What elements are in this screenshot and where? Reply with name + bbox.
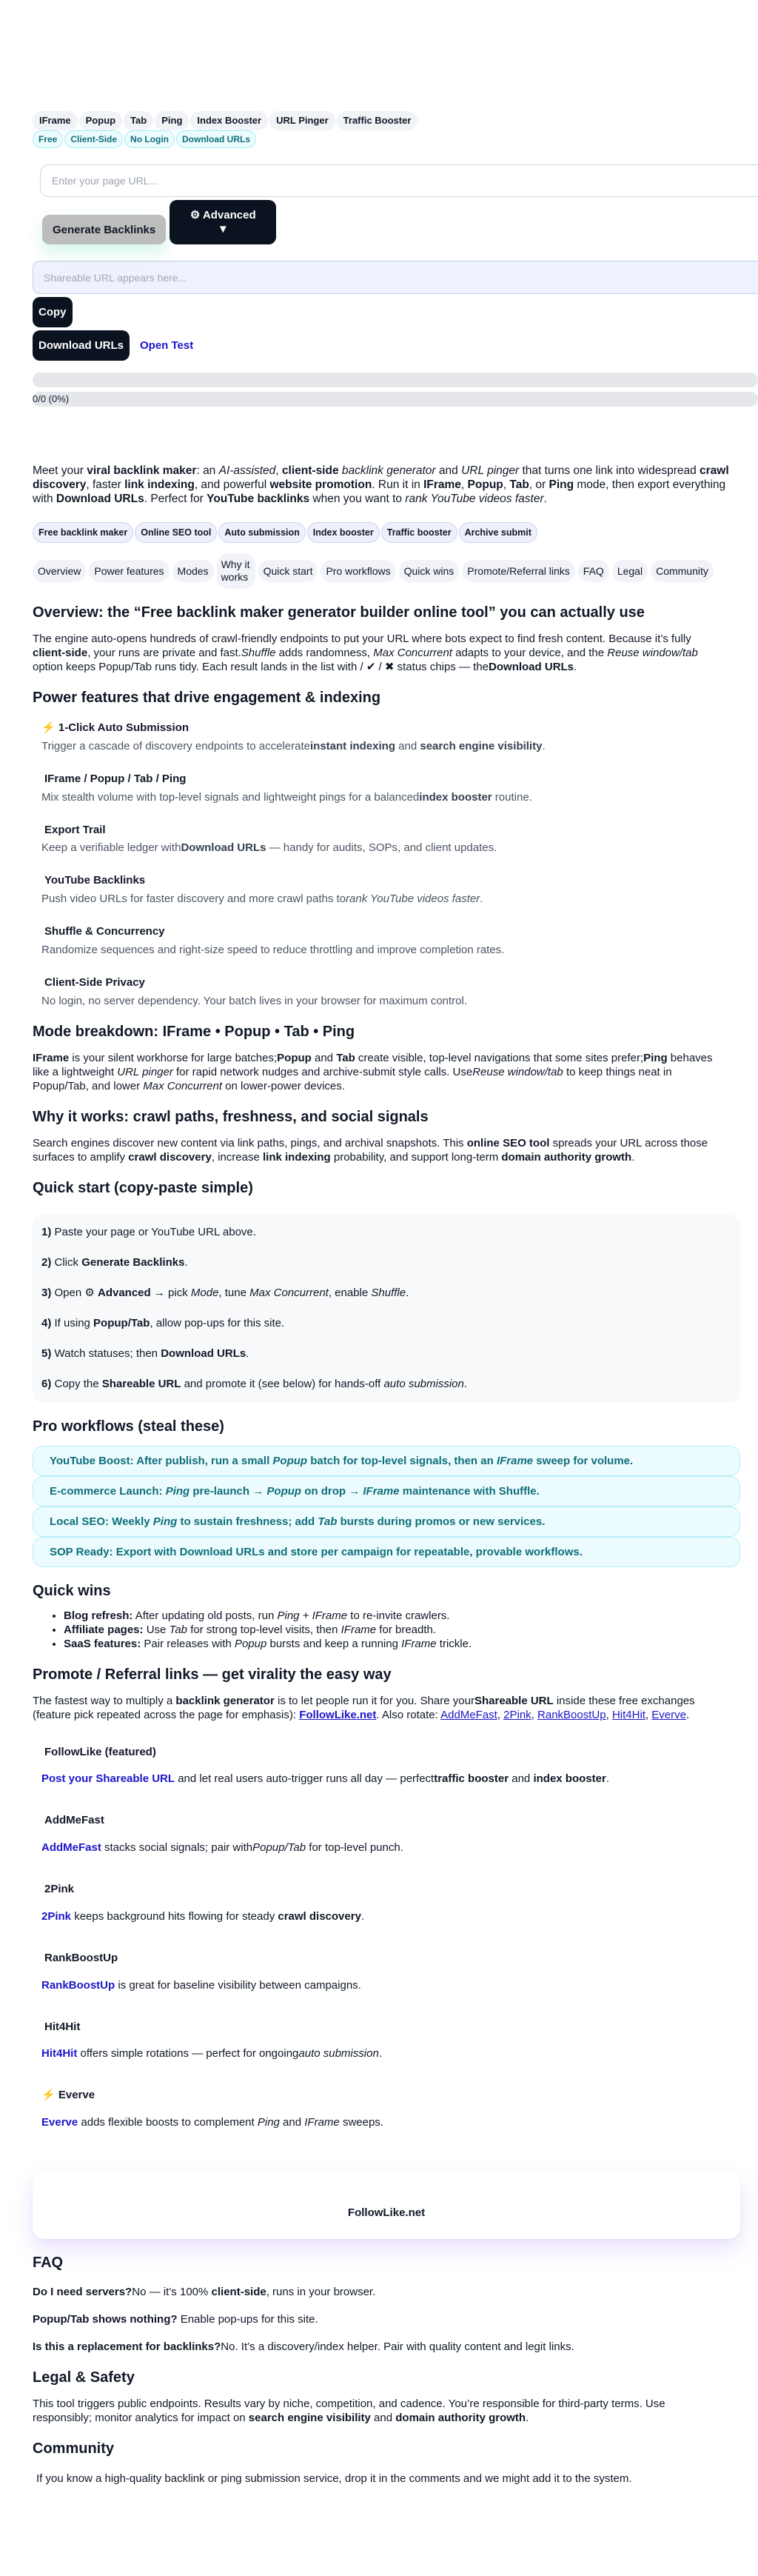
legal-paragraph: This tool triggers public endpoints. Results vary by niche, competition, and cadence. You’re responsible for third-party terms. Use responsibly; monitor analytics for impact on search engine visibility and domain authority growth.: [33, 2398, 665, 2424]
feature-item: Shuffle & Concurrency Randomize sequences and right-size speed to reduce throttling and improve completion rates.: [41, 925, 505, 956]
quickwins-list: [33, 1609, 725, 1651]
faq-heading: FAQ: [33, 2255, 64, 2271]
legal-heading: Legal & Safety: [33, 2369, 135, 2386]
partner-link[interactable]: Hit4Hit: [41, 2047, 78, 2061]
mode-chip-index-booster[interactable]: Index Booster: [190, 111, 268, 130]
partner-item: 2Pink 2Pink keeps background hits flowing for steady crawl discovery.: [41, 1883, 365, 1923]
featured-followlike-card[interactable]: FollowLike.net: [33, 2171, 740, 2239]
copy-button[interactable]: Copy: [33, 297, 73, 327]
promote-heading: Promote / Referral links — get virality the easy way: [33, 1666, 392, 1683]
progress-bar: [33, 373, 758, 387]
faq-item: Is this a replacement for backlinks?No. It’s a discovery/index helper. Pair with quality content and legit links.: [33, 2340, 574, 2353]
nav-community[interactable]: Community: [651, 560, 714, 582]
tag-client-side: Client-Side: [64, 130, 123, 148]
features-heading: Power features that drive engagement & indexing: [33, 690, 381, 706]
quickstart-heading: Quick start (copy-paste simple): [33, 1179, 253, 1196]
intro-paragraph: Meet your viral backlink maker: an AI-assisted, client-side backlink generator and URL pinger that turns one link into widespread crawl discovery, faster link indexing, and powerful website promotion. Run it in IFrame, Popup, Tab, or Ping mode, then export everything with Download URLs. Perfect for YouTube backlinks when you want to rank YouTube videos faster.: [33, 464, 729, 505]
top-spacer: [33, 0, 725, 111]
workflow-item: SOP Ready: Export with Download URLs and store per campaign for repeatable, provable workflows.: [33, 1537, 740, 1567]
partner-item: RankBoostUp RankBoostUp is great for baseline visibility between campaigns.: [41, 1951, 361, 1992]
quickstart-step: 3) Open ⚙ Advanced → pick Mode, tune Max Concurrent, enable Shuffle.: [41, 1286, 409, 1299]
nav-legal[interactable]: Legal: [612, 560, 648, 582]
lightning-icon: ⚡: [41, 721, 56, 734]
lightning-icon: ⚡: [41, 2089, 56, 2102]
advanced-label: ⚙ Advanced: [190, 209, 256, 221]
mode-chip-iframe[interactable]: IFrame: [33, 111, 78, 130]
mode-chip-ping[interactable]: Ping: [155, 111, 189, 130]
partner-item: ⚡ Everve Everve adds flexible boosts to complement Ping and IFrame sweeps.: [41, 2089, 383, 2129]
partner-link[interactable]: Post your Shareable URL: [41, 1772, 175, 1786]
nav-quick-wins[interactable]: Quick wins: [399, 560, 460, 582]
nav-quick-start[interactable]: Quick start: [258, 560, 318, 582]
open-test-link[interactable]: Open Test: [140, 338, 194, 352]
nav-power-features[interactable]: Power features: [89, 560, 169, 582]
quickstart-step: 4) If using Popup/Tab, allow pop-ups for this site.: [41, 1316, 285, 1329]
keyword-chip: Online SEO tool: [135, 522, 217, 543]
quickstart-step: 6) Copy the Shareable URL and promote it (see below) for hands-off auto submission.: [41, 1377, 468, 1390]
promote-paragraph: The fastest way to multiply a backlink generator is to let people run it for you. Share yourShareable URL inside these free exchanges (feature pick repeated across the page for emphasis): FollowLike.net. Also rotate: AddMeFast, 2Pink, RankBoostUp, Hit4Hit, Everve.: [33, 1694, 695, 1721]
progress-label: 0/0 (0%): [33, 393, 70, 404]
caret-down-icon: ▼: [217, 223, 229, 236]
community-text: If you know a high-quality backlink or ping submission service, drop it in the comments and we might add it to the system.: [36, 2472, 632, 2485]
nav-modes[interactable]: Modes: [172, 560, 214, 582]
shareable-url-field[interactable]: [33, 261, 758, 294]
workflow-item: Local SEO: Weekly Ping to sustain freshness; add Tab bursts during promos or new services.: [33, 1506, 740, 1537]
tag-free: Free: [33, 130, 63, 148]
quickwin-item: • SaaS features: Pair releases with Popup bursts and keep a running IFrame trickle.: [64, 1637, 725, 1651]
2pink-link[interactable]: 2Pink: [503, 1708, 531, 1721]
download-urls-button[interactable]: Download URLs: [33, 330, 130, 361]
why-paragraph: Search engines discover new content via link paths, pings, and archival snapshots. This online SEO tool spreads your URL across those surfaces to amplify crawl discovery, increase link indexing probability, and support long-term domain authority growth.: [33, 1136, 708, 1164]
faq-item: Popup/Tab shows nothing? Enable pop-ups for this site.: [33, 2313, 318, 2326]
mode-chip-popup[interactable]: Popup: [79, 111, 122, 130]
why-heading: Why it works: crawl paths, freshness, and social signals: [33, 1108, 429, 1125]
features-list: [33, 720, 725, 1008]
keyword-chip: Index booster: [307, 522, 380, 543]
feature-item: Client-Side Privacy No login, no server dependency. Your batch lives in your browser for maximum control.: [41, 975, 468, 1007]
progress-status: [33, 392, 758, 407]
modes-heading: Mode breakdown: IFrame • Popup • Tab • Ping: [33, 1023, 355, 1040]
nav-promote-referral[interactable]: Promote/Referral links: [462, 560, 575, 582]
partner-item: Hit4Hit Hit4Hit offers simple rotations — perfect for ongoingauto submission.: [41, 2020, 382, 2061]
quickstart-step: 5) Watch statuses; then Download URLs.: [41, 1347, 249, 1360]
feature-item: ⚡ 1-Click Auto Submission Trigger a cascade of discovery endpoints to accelerateinstant indexing and search engine visibility.: [41, 721, 546, 753]
faq-item: Do I need servers?No — it’s 100% client-side, runs in your browser.: [33, 2286, 376, 2298]
partner-item: AddMeFast AddMeFast stacks social signals; pair withPopup/Tab for top-level punch.: [41, 1814, 403, 1854]
advanced-toggle-button[interactable]: [170, 200, 276, 244]
feature-item: IFrame / Popup / Tab / Ping Mix stealth volume with top-level signals and lightweight pings for a balancedindex booster routine.: [41, 772, 532, 804]
feature-item: Export Trail Keep a verifiable ledger withDownload URLs — handy for audits, SOPs, and client updates.: [41, 823, 497, 855]
partner-link[interactable]: 2Pink: [41, 1909, 72, 1923]
mode-chip-traffic-booster[interactable]: Traffic Booster: [337, 111, 418, 130]
section-nav: [33, 553, 743, 589]
everve-link[interactable]: Everve: [651, 1708, 686, 1721]
action-row: [42, 200, 725, 244]
rankboostup-link[interactable]: RankBoostUp: [537, 1708, 606, 1721]
quickstart-steps: [33, 1215, 740, 1403]
modes-paragraph: IFrame is your silent workhorse for large batches;Popup and Tab create visible, top-level navigations that some sites prefer;Ping behaves like a lightweight URL pinger for rapid network nudges and archive-submit style calls. UseReuse window/tab to keep things neat in Popup/Tab, and lower Max Concurrent on lower-power devices.: [33, 1051, 713, 1092]
keyword-chip: Archive submit: [459, 522, 537, 543]
page-url-input[interactable]: [40, 164, 758, 197]
generate-backlinks-button[interactable]: Generate Backlinks: [42, 215, 166, 244]
addmefast-link[interactable]: AddMeFast: [440, 1708, 497, 1721]
keyword-chip-row: [33, 522, 725, 543]
status-chips-icons: / ✔ / ✖: [360, 661, 395, 673]
hit4hit-link[interactable]: Hit4Hit: [611, 1708, 645, 1721]
quickstart-step: 1) Paste your page or YouTube URL above.: [41, 1225, 256, 1238]
tag-no-login: No Login: [124, 130, 175, 148]
quickstart-step: 2) Click Generate Backlinks.: [41, 1255, 188, 1269]
community-heading: Community: [33, 2440, 114, 2457]
faq-list: [33, 2285, 725, 2354]
workflows-heading: Pro workflows (steal these): [33, 1418, 224, 1435]
mode-chip-row: [33, 111, 725, 130]
nav-pro-workflows[interactable]: Pro workflows: [321, 560, 395, 582]
followlike-link[interactable]: FollowLike.net: [299, 1708, 377, 1721]
partner-item: FollowLike (featured) Post your Shareable URL and let real users auto-trigger runs all day — perfecttraffic booster and index booster.: [41, 1745, 609, 1786]
quickwin-item: • Blog refresh: After updating old posts, run Ping + IFrame to re-invite crawlers.: [64, 1609, 725, 1623]
partner-link[interactable]: Everve: [41, 2116, 78, 2129]
tag-chip-row: [33, 130, 725, 148]
partner-link[interactable]: RankBoostUp: [41, 1978, 115, 1992]
mode-chip-url-pinger[interactable]: URL Pinger: [269, 111, 335, 130]
feature-item: YouTube Backlinks Push video URLs for faster discovery and more crawl paths torank YouTube videos faster.: [41, 874, 483, 905]
nav-why-it-works[interactable]: Why it works: [217, 553, 255, 589]
workflow-item: YouTube Boost: After publish, run a small Popup batch for top-level signals, then an IFrame sweep for volume.: [33, 1446, 740, 1476]
mode-chip-tab[interactable]: Tab: [124, 111, 153, 130]
overview-heading: Overview: the “Free backlink maker generator builder online tool” you can actually use: [33, 604, 645, 621]
quickwin-item: • Affiliate pages: Use Tab for strong top-level visits, then IFrame for breadth.: [64, 1623, 725, 1637]
quickwins-heading: Quick wins: [33, 1582, 111, 1599]
workflows-list: [33, 1446, 725, 1567]
tag-download-urls: Download URLs: [176, 130, 256, 148]
workflow-item: E-commerce Launch: Ping pre-launch → Popup on drop → IFrame maintenance with Shuffle.: [33, 1476, 740, 1506]
keyword-chip: Auto submission: [218, 522, 305, 543]
keyword-chip: Free backlink maker: [33, 522, 133, 543]
partner-link[interactable]: AddMeFast: [41, 1841, 101, 1854]
overview-paragraph: The engine auto-opens hundreds of crawl-friendly endpoints to put your URL where bots expect to find fresh content. Because it’s fully client-side, your runs are private and fast.Shuffle adds randomness, Max Concurrent adapts to your device, and the Reuse window/tab option keeps Popup/Tab runs tidy. Each result lands in the list with / ✔ / ✖ status chips — theDownload URLs.: [33, 633, 698, 673]
partners-list: [33, 1744, 725, 2130]
keyword-chip: Traffic booster: [381, 522, 457, 543]
nav-faq[interactable]: FAQ: [578, 560, 609, 582]
nav-overview[interactable]: Overview: [33, 560, 86, 582]
